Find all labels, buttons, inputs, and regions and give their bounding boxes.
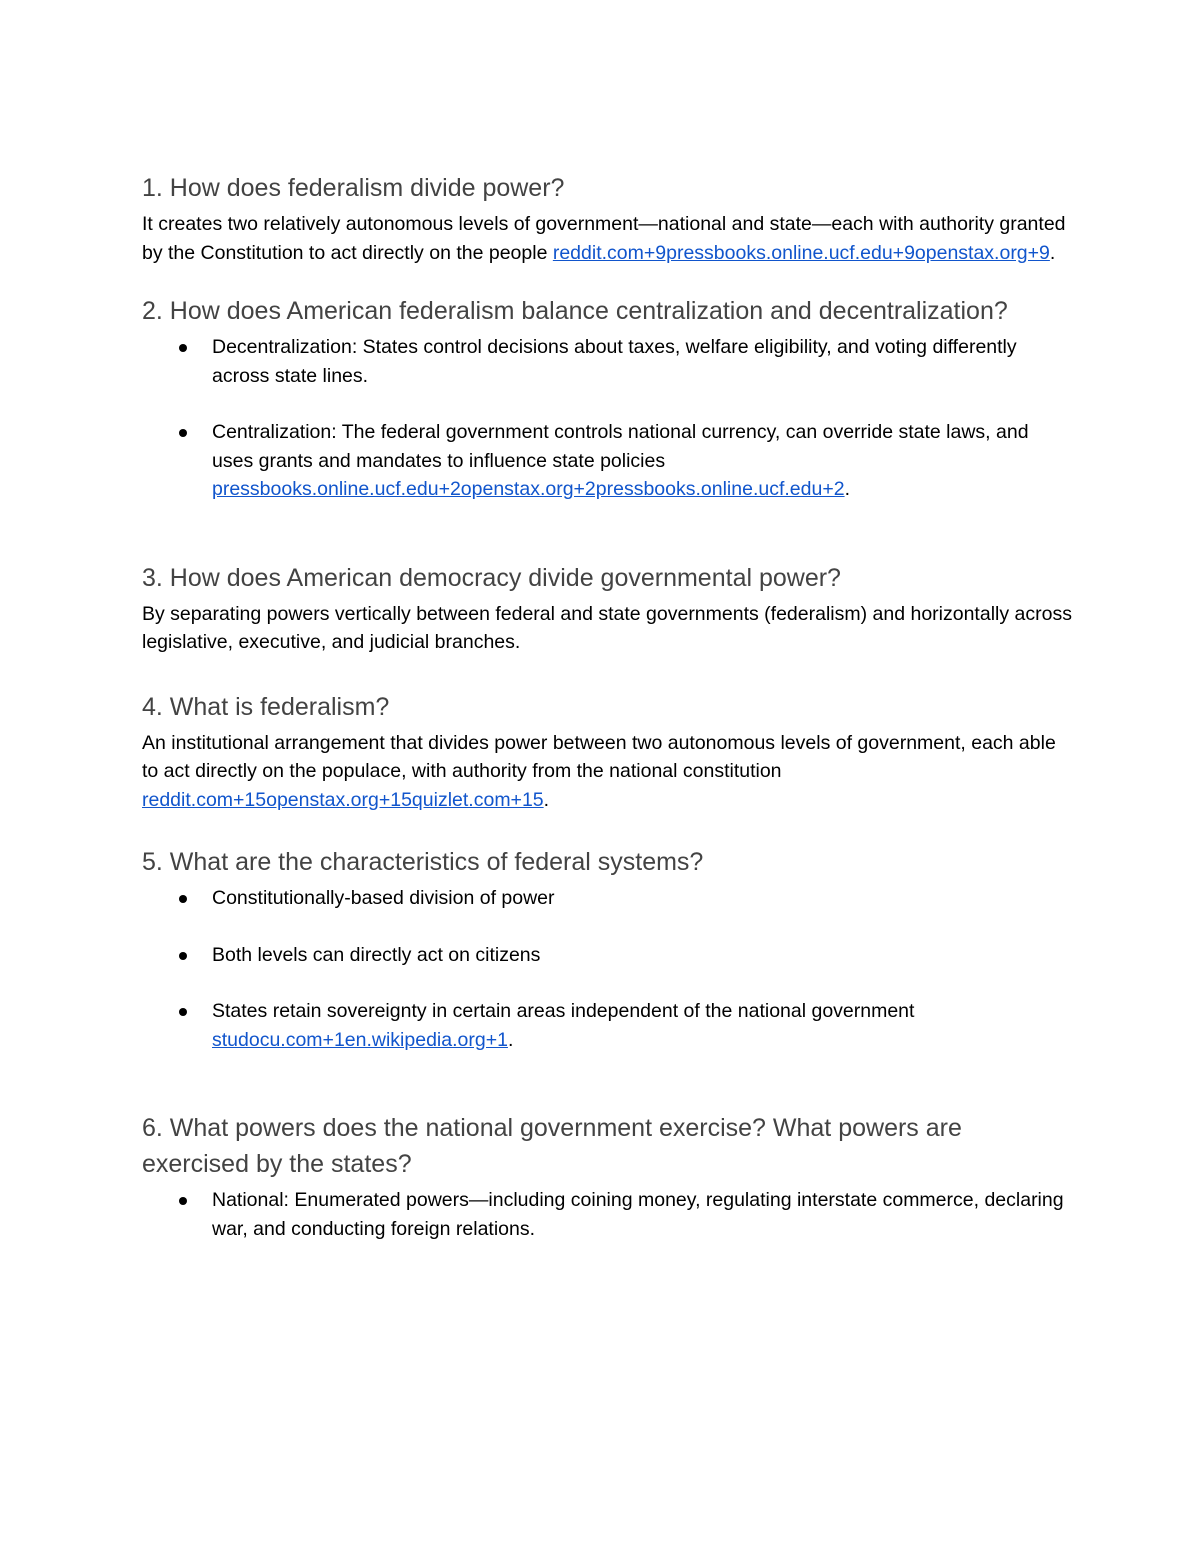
- section-2: [142, 293, 1072, 504]
- section-3: [142, 560, 1072, 657]
- bullet-dot-icon: [179, 344, 187, 352]
- list-item: [142, 333, 1072, 390]
- answer-paragraph: [142, 729, 1072, 815]
- question-heading: 1. How does federalism divide power?: [142, 174, 565, 202]
- question-heading: 2. How does American federalism balance centralization and decentralization?: [142, 297, 1008, 325]
- source-link[interactable]: pressbooks.online.ucf.edu+2openstax.org+2pressbooks.online.ucf.edu+2: [212, 478, 845, 500]
- document-body: [142, 170, 1072, 1243]
- list-item: [142, 997, 1072, 1054]
- bullet-dot-icon: [179, 1008, 187, 1016]
- answer-tail: .: [1049, 241, 1056, 264]
- question-heading: 6. What powers does the national government exercise? What powers are exercised by the states?: [142, 1114, 962, 1178]
- question-heading: 4. What is federalism?: [142, 692, 390, 721]
- list-item-text: Decentralization: States control decisions about taxes, welfare eligibility, and voting differently across state lines.: [212, 336, 1017, 387]
- section-1: [142, 170, 1072, 267]
- question-heading: 5. What are the characteristics of federal systems?: [142, 848, 704, 876]
- section-6: [142, 1110, 1072, 1243]
- answer-paragraph: By separating powers vertically between federal and state governments (federalism) and horizontally across legislative, executive, and judicial branches.: [142, 602, 1072, 653]
- list-item-text: Constitutionally-based division of power: [212, 887, 555, 909]
- answer-text: An institutional arrangement that divides power between two autonomous levels of government, each able to act directly on the populace, with authority from the national constitution: [142, 731, 1056, 782]
- list-item-text: National: Enumerated powers—including coining money, regulating interstate commerce, declaring war, and conducting foreign relations.: [212, 1189, 1064, 1240]
- answer-text: It creates two relatively autonomous levels of government—national and state—each with authority granted by the Constitution to act directly on the people: [142, 213, 1066, 264]
- list-item-text: States retain sovereignty in certain areas independent of the national government: [212, 1000, 915, 1022]
- bullet-list: [142, 1186, 1072, 1243]
- list-item: [142, 884, 1072, 913]
- section-4: [142, 689, 1072, 815]
- bullet-dot-icon: [179, 952, 187, 960]
- bullet-list: [142, 884, 1072, 1054]
- bullet-dot-icon: [179, 895, 187, 903]
- answer-paragraph: [142, 210, 1072, 267]
- bullet-list: [142, 333, 1072, 504]
- source-link[interactable]: reddit.com+9pressbooks.online.ucf.edu+9openstax.org+9: [552, 241, 1050, 264]
- source-link[interactable]: reddit.com+15openstax.org+15quizlet.com+15: [142, 788, 544, 811]
- bullet-dot-icon: [179, 429, 187, 437]
- list-item: [142, 418, 1072, 504]
- bullet-dot-icon: [179, 1197, 187, 1205]
- source-link[interactable]: studocu.com+1en.wikipedia.org+1: [212, 1028, 508, 1051]
- list-item-tail: .: [507, 1028, 514, 1051]
- list-item-text: Both levels can directly act on citizens: [212, 943, 541, 966]
- section-5: [142, 844, 1072, 1054]
- list-item-tail: .: [844, 478, 850, 500]
- list-item: [142, 941, 1072, 970]
- question-heading: 3. How does American democracy divide governmental power?: [142, 563, 841, 592]
- answer-tail: .: [543, 788, 550, 811]
- list-item-text: Centralization: The federal government controls national currency, can override state laws, and uses grants and mandates to influence state policies: [212, 421, 1029, 472]
- list-item: [142, 1186, 1072, 1243]
